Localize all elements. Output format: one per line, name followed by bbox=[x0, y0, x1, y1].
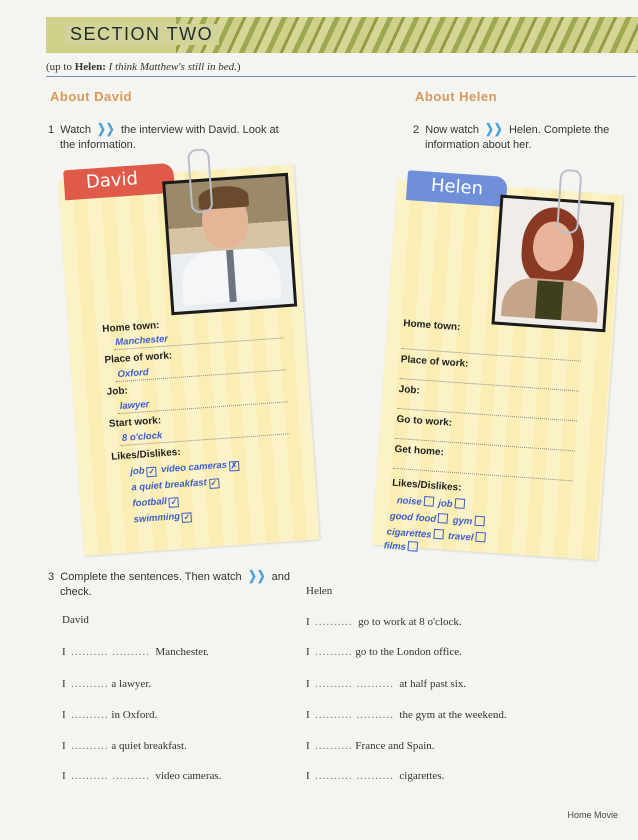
section-subline: (up to Helen: I think Matthew's still in bed.) bbox=[46, 61, 241, 73]
heading-about-david: About David bbox=[50, 89, 133, 104]
header-decoration bbox=[176, 17, 638, 53]
question-3: 3 Complete the sentences. Then watch ❯❯ and check. bbox=[48, 568, 290, 598]
likes-row: good food gym bbox=[389, 510, 486, 529]
divider bbox=[46, 76, 636, 77]
helen-column-label: Helen bbox=[306, 585, 333, 597]
answer-blank[interactable]: .......... .......... bbox=[71, 770, 150, 782]
play-icon: ❯❯ bbox=[247, 568, 266, 583]
heading-about-helen: About Helen bbox=[415, 89, 498, 104]
page-footer: Home Movie bbox=[567, 810, 618, 820]
likes-row: job ✓ video cameras ✗ bbox=[129, 459, 238, 478]
paperclip-icon bbox=[556, 169, 582, 234]
checkbox-icon: ✓ bbox=[210, 478, 218, 488]
sentence-row: I .......... .......... Manchester. bbox=[62, 646, 209, 658]
answer-blank[interactable]: .......... bbox=[315, 616, 353, 628]
checkbox-icon[interactable] bbox=[433, 529, 444, 540]
card-tab: Helen bbox=[406, 170, 508, 207]
answer-blank[interactable]: .......... bbox=[315, 740, 353, 752]
question-2: 2 Now watch ❯❯ Helen. Complete the information about her. bbox=[413, 121, 610, 151]
checkbox-icon[interactable] bbox=[475, 532, 486, 543]
answer-blank[interactable]: .......... .......... bbox=[71, 646, 150, 658]
likes-row: football ✓ bbox=[132, 495, 178, 510]
likes-row: a quiet breakfast ✓ bbox=[131, 477, 218, 494]
checkbox-icon: ✗ bbox=[230, 460, 238, 471]
answer-blank[interactable]: .......... bbox=[71, 740, 109, 752]
sentence-row: I .......... go to work at 8 o'clock. bbox=[306, 616, 462, 628]
play-icon: ❯❯ bbox=[485, 121, 503, 136]
card-tab: David bbox=[63, 163, 175, 201]
checkbox-icon[interactable] bbox=[474, 516, 485, 527]
likes-row: swimming ✓ bbox=[133, 511, 191, 526]
play-icon: ❯❯ bbox=[97, 121, 115, 136]
likes-row: noise job bbox=[397, 494, 467, 511]
sentence-row: I .......... France and Spain. bbox=[306, 740, 435, 752]
sentence-row: I .......... in Oxford. bbox=[62, 709, 158, 721]
sentence-row: I .......... go to the London office. bbox=[306, 646, 462, 658]
david-card: David Home town: Manchester Place of work: Oxford Job: lawyer Start work: 8 o'clock Likes/Dislikes: job ✓ video cameras ✗ a quiet breakfast ✓ football ✓ swimming ✓ bbox=[56, 142, 323, 558]
section-title: SECTION TWO bbox=[64, 24, 219, 45]
sentence-row: I .......... .......... video cameras. bbox=[62, 770, 222, 782]
sentence-row: I .......... .......... cigarettes. bbox=[306, 770, 445, 782]
checkbox-icon[interactable] bbox=[408, 541, 419, 552]
checkbox-icon: ✓ bbox=[147, 466, 156, 477]
sentence-row: I .......... a lawyer. bbox=[62, 678, 152, 690]
paperclip-icon bbox=[187, 148, 213, 213]
helen-card: Helen Home town: Place of work: Job: Go to work: Get home: Likes/Dislikes: noise job good food gym cigarettes travel films bbox=[372, 157, 629, 562]
helen-photo bbox=[491, 195, 614, 333]
likes-row: cigarettes travel bbox=[386, 526, 487, 545]
checkbox-icon[interactable] bbox=[423, 496, 434, 507]
checkbox-icon: ✓ bbox=[183, 512, 191, 522]
section-header-band bbox=[46, 17, 638, 53]
answer-blank[interactable]: .......... .......... bbox=[315, 770, 394, 782]
checkbox-icon: ✓ bbox=[170, 497, 178, 507]
david-photo bbox=[162, 173, 297, 315]
answer-blank[interactable]: .......... .......... bbox=[315, 678, 394, 690]
answer-blank[interactable]: .......... bbox=[71, 709, 109, 721]
likes-row: films bbox=[383, 539, 420, 553]
sentence-row: I .......... .......... the gym at the weekend. bbox=[306, 709, 507, 721]
question-1: 1 Watch ❯❯ the interview with David. Look at the information. bbox=[48, 121, 279, 151]
sentence-row: I .......... .......... at half past six. bbox=[306, 678, 467, 690]
checkbox-icon[interactable] bbox=[438, 513, 449, 524]
sentence-row: I .......... a quiet breakfast. bbox=[62, 740, 187, 752]
checkbox-icon[interactable] bbox=[454, 498, 465, 509]
david-column-label: David bbox=[62, 614, 89, 626]
answer-blank[interactable]: .......... .......... bbox=[315, 709, 394, 721]
answer-blank[interactable]: .......... bbox=[315, 646, 353, 658]
answer-blank[interactable]: .......... bbox=[71, 678, 109, 690]
